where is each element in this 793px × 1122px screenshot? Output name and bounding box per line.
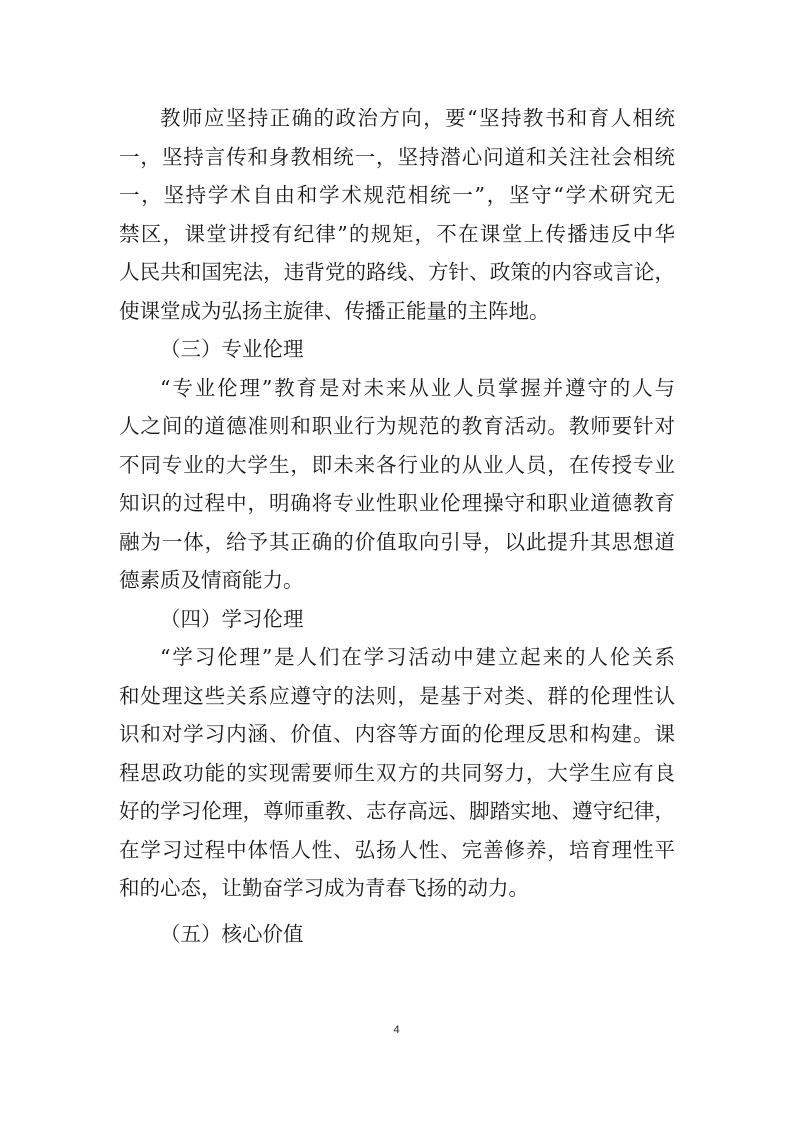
paragraph-line: 和的心态，让勤奋学习成为青春飞扬的动力。 <box>119 876 529 900</box>
paragraph-line: 程思政功能的实现需要师生双方的共同努力，大学生应有良 <box>119 760 675 785</box>
paragraph-line: 人之间的道德准则和职业行为规范的教育活动。教师要针对 <box>119 414 675 438</box>
paragraph-line: 一，坚持学术自由和学术规范相统一”，坚守“学术研究无 <box>119 183 675 207</box>
paragraph-line: 教师应坚持正确的政治方向，要“坚持教书和育人相统 <box>160 106 675 130</box>
paragraph-line: “学习伦理”是人们在学习活动中建立起来的人伦关系 <box>160 645 675 669</box>
paragraph-line: 好的学习伦理，尊师重教、志存高远、脚踏实地、遵守纪律， <box>119 799 675 823</box>
paragraph-line: “专业伦理”教育是对未来从业人员掌握并遵守的人与 <box>160 375 675 400</box>
document-body <box>119 99 675 953</box>
section-heading: （四）学习伦理 <box>160 606 304 631</box>
paragraph-line: 一，坚持言传和身教相统一，坚持潜心问道和关注社会相统 <box>119 144 675 169</box>
paragraph-line: 德素质及情商能力。 <box>119 568 304 592</box>
paragraph-line: 禁区，课堂讲授有纪律”的规矩，不在课堂上传播违反中华 <box>119 221 675 246</box>
paragraph-line: 使课堂成为弘扬主旋律、传播正能量的主阵地。 <box>119 298 550 323</box>
section-heading: （三）专业伦理 <box>160 337 304 361</box>
paragraph-line: 和处理这些关系应遵守的法则，是基于对类、群的伦理性认 <box>119 683 675 708</box>
section-gap <box>119 908 675 915</box>
section-heading: （五）核心价值 <box>160 921 304 946</box>
paragraph-line: 在学习过程中体悟人性、弘扬人性、完善修养，培育理性平 <box>119 837 675 862</box>
paragraph-line: 人民共和国宪法，违背党的路线、方针、政策的内容或言论， <box>119 260 675 284</box>
paragraph-line: 知识的过程中，明确将专业性职业伦理操守和职业道德教育 <box>119 491 675 515</box>
paragraph-line: 不同专业的大学生，即未来各行业的从业人员，在传授专业 <box>119 452 675 477</box>
page-number: 4 <box>393 1024 400 1036</box>
paragraph-line: 融为一体，给予其正确的价值取向引导，以此提升其思想道 <box>119 529 675 554</box>
paragraph-line: 识和对学习内涵、价值、内容等方面的伦理反思和构建。课 <box>119 722 675 746</box>
